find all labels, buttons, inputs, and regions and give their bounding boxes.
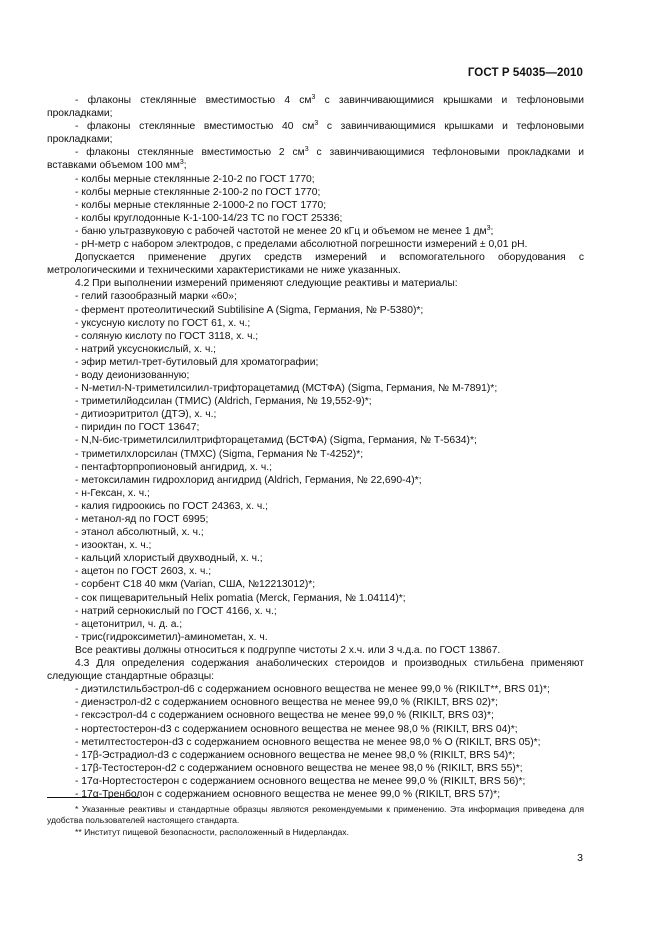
footnote-2: ** Институт пищевой безопасности, расположенный в Нидерландах.: [75, 826, 349, 837]
reagent-item: - кальций хлористый двухводный, х. ч.;: [75, 553, 263, 565]
reagent-item: - метоксиламин гидрохлорид ангидрид (Aldrich, Германия, № 22,690-4)*;: [75, 474, 422, 486]
reagent-item: - триметилйодсилан (ТМИС) (Aldrich, Германия, № 19,552-9)*;: [75, 396, 372, 408]
footnote-divider: [47, 797, 140, 798]
equipment-item: - колбы мерные стеклянные 2-10-2 по ГОСТ 1770;: [75, 173, 315, 185]
standard-sample-item: - нортестостерон-d3 с содержанием основного вещества не менее 98,0 % (RIKILT, BRS 04)*;: [75, 723, 518, 735]
reagent-item: - натрий сернокислый по ГОСТ 4166, х. ч.;: [75, 605, 277, 617]
equipment-item: - флаконы стеклянные вместимостью 40 $см^3$ с завинчивающимися крышками и тефлоновыми прокладками;: [47, 120, 584, 146]
reagent-item: - ацетонитрил, ч. д. а.;: [75, 618, 183, 630]
reagent-item: - триметилхлорсилан (ТМХС) (Sigma, Германия № Т-4252)*;: [75, 448, 364, 460]
section-4-2-heading: 4.2 При выполнении измерений применяют следующие реактивы и материалы:: [75, 278, 458, 290]
section-4-3-heading: 4.3 Для определения содержания анаболических стероидов и производных стильбена применяют следующие стандартные образцы:: [47, 658, 584, 683]
document-id-header: ГОСТ Р 54035—2010: [467, 67, 583, 79]
standard-sample-item: - 17α-Нортестостерон с содержанием основного вещества не менее 99,0 % (RIKILT, BRS 56)*;: [75, 775, 526, 787]
standard-sample-item: - 17β-Тестостерон-d2 с содержанием основного вещества не менее 98,0 % (RIKILT, BRS 55)*;: [75, 762, 523, 774]
reagent-item: - N-метил-N-триметилсилил-трифторацетамид (МСТФА) (Sigma, Германия, № М-7891)*;: [75, 383, 498, 395]
reagents-list: [47, 290, 584, 644]
document-body: [47, 94, 584, 801]
reagent-item: - дитиоэритритол (ДТЭ), х. ч.;: [75, 409, 217, 421]
reagent-item: - фермент протеолитический Subtilisine A (Sigma, Германия, № Р-5380)*;: [75, 304, 424, 316]
equipment-item: - pH-метр с набором электродов, с пределами абсолютной погрешности измерений ± 0,01 pH.: [75, 239, 528, 251]
reagent-item: - н-Гексан, х. ч.;: [75, 487, 150, 499]
reagent-item: - N,N-бис-триметилсилилтрифторацетамид (БСТФА) (Sigma, Германия, № Т-5634)*;: [75, 435, 477, 447]
purity-note: Все реактивы должны относиться к подгруппе чистоты 2 х.ч. или 3 ч.д.а. по ГОСТ 13867.: [75, 644, 501, 656]
permit-paragraph: Допускается применение других средств измерений и вспомогательного оборудования с метрологическими и техническими характеристиками не ниже указанных.: [47, 252, 584, 277]
standard-sample-item: - 17β-Эстрадиол-d3 с содержанием основного вещества не менее 98,0 % (RIKILT, BRS 54)*;: [75, 749, 516, 761]
footnote-1: * Указанные реактивы и стандартные образцы являются рекомендуемыми к применению. Эта информация приведена для удобства пользователей настоящего стандарта.: [47, 804, 584, 826]
equipment-item: - колбы мерные стеклянные 2-100-2 по ГОСТ 1770;: [75, 186, 321, 198]
page-number: 3: [577, 852, 583, 864]
reagent-item: - сок пищеварительный Helix pomatia (Merck, Германия, № 1.04114)*;: [75, 592, 406, 604]
equipment-item: - флаконы стеклянные вместимостью 4 $см^3$ с завинчивающимися крышками и тефлоновыми прокладками;: [47, 94, 584, 120]
standard-sample-item: - метилтестостерон-d3 с содержанием основного вещества не менее 98,0 % О (RIKILT, BRS 05)*;: [75, 736, 541, 748]
equipment-item: - колбы мерные стеклянные 2-1000-2 по ГОСТ 1770;: [75, 199, 327, 211]
reagent-item: - сорбент С18 40 мкм (Varian, США, №12213012)*;: [75, 579, 316, 591]
standard-sample-item: - 17α-Тренболон с содержанием основного вещества не менее 99,0 % (RIKILT, BRS 57)*;: [75, 788, 501, 800]
standard-sample-item: - диэтилстильбэстрол-d6 с содержанием основного вещества не менее 99,0 % (RIKILT**, BRS 01)*;: [75, 684, 550, 696]
reagent-item: - пиридин по ГОСТ 13647;: [75, 422, 200, 434]
reagent-item: - гелий газообразный марки «60»;: [75, 291, 237, 303]
reagent-item: - ацетон по ГОСТ 2603, х. ч.;: [75, 566, 212, 578]
standard-sample-item: - гексэстрол-d4 с содержанием основного вещества не менее 99,0 % (RIKILT, BRS 03)*;: [75, 710, 494, 722]
reagent-item: - натрий уксуснокислый, х. ч.;: [75, 343, 217, 355]
equipment-item: - флаконы стеклянные вместимостью 2 $см^3$ с завинчивающимися тефлоновыми прокладками и вставками объемом 100 $мм^3$;: [47, 146, 584, 172]
reagent-item: - воду деионизованную;: [75, 369, 190, 381]
equipment-item: - баню ультразвуковую с рабочей частотой не менее 20 кГц и объемом не менее 1 $дм^3$;: [75, 224, 494, 237]
reagent-item: - соляную кислоту по ГОСТ 3118, х. ч.;: [75, 330, 259, 342]
reagent-item: - калия гидроокись по ГОСТ 24363, х. ч.;: [75, 500, 268, 512]
reagent-item: - уксусную кислоту по ГОСТ 61, х. ч.;: [75, 317, 251, 329]
reagent-item: - изооктан, х. ч.;: [75, 540, 152, 552]
equipment-item: - колбы круглодонные К-1-100-14/23 ТС по ГОСТ 25336;: [75, 212, 343, 224]
reagent-item: - этанол абсолютный, х. ч.;: [75, 527, 204, 539]
reagent-item: - трис(гидроксиметил)-аминометан, х. ч.: [75, 631, 268, 643]
equipment-list: [47, 94, 584, 251]
reagent-item: - эфир метил-трет-бутиловый для хроматографии;: [75, 356, 319, 368]
reagent-item: - пентафторпропионовый ангидрид, х. ч.;: [75, 461, 272, 473]
footnotes: [47, 804, 584, 838]
standards-list: [47, 683, 584, 801]
reagent-item: - метанол-яд по ГОСТ 6995;: [75, 514, 209, 525]
standard-sample-item: - диенэстрол-d2 с содержанием основного вещества не менее 99,0 % (RIKILT, BRS 02)*;: [75, 697, 498, 709]
